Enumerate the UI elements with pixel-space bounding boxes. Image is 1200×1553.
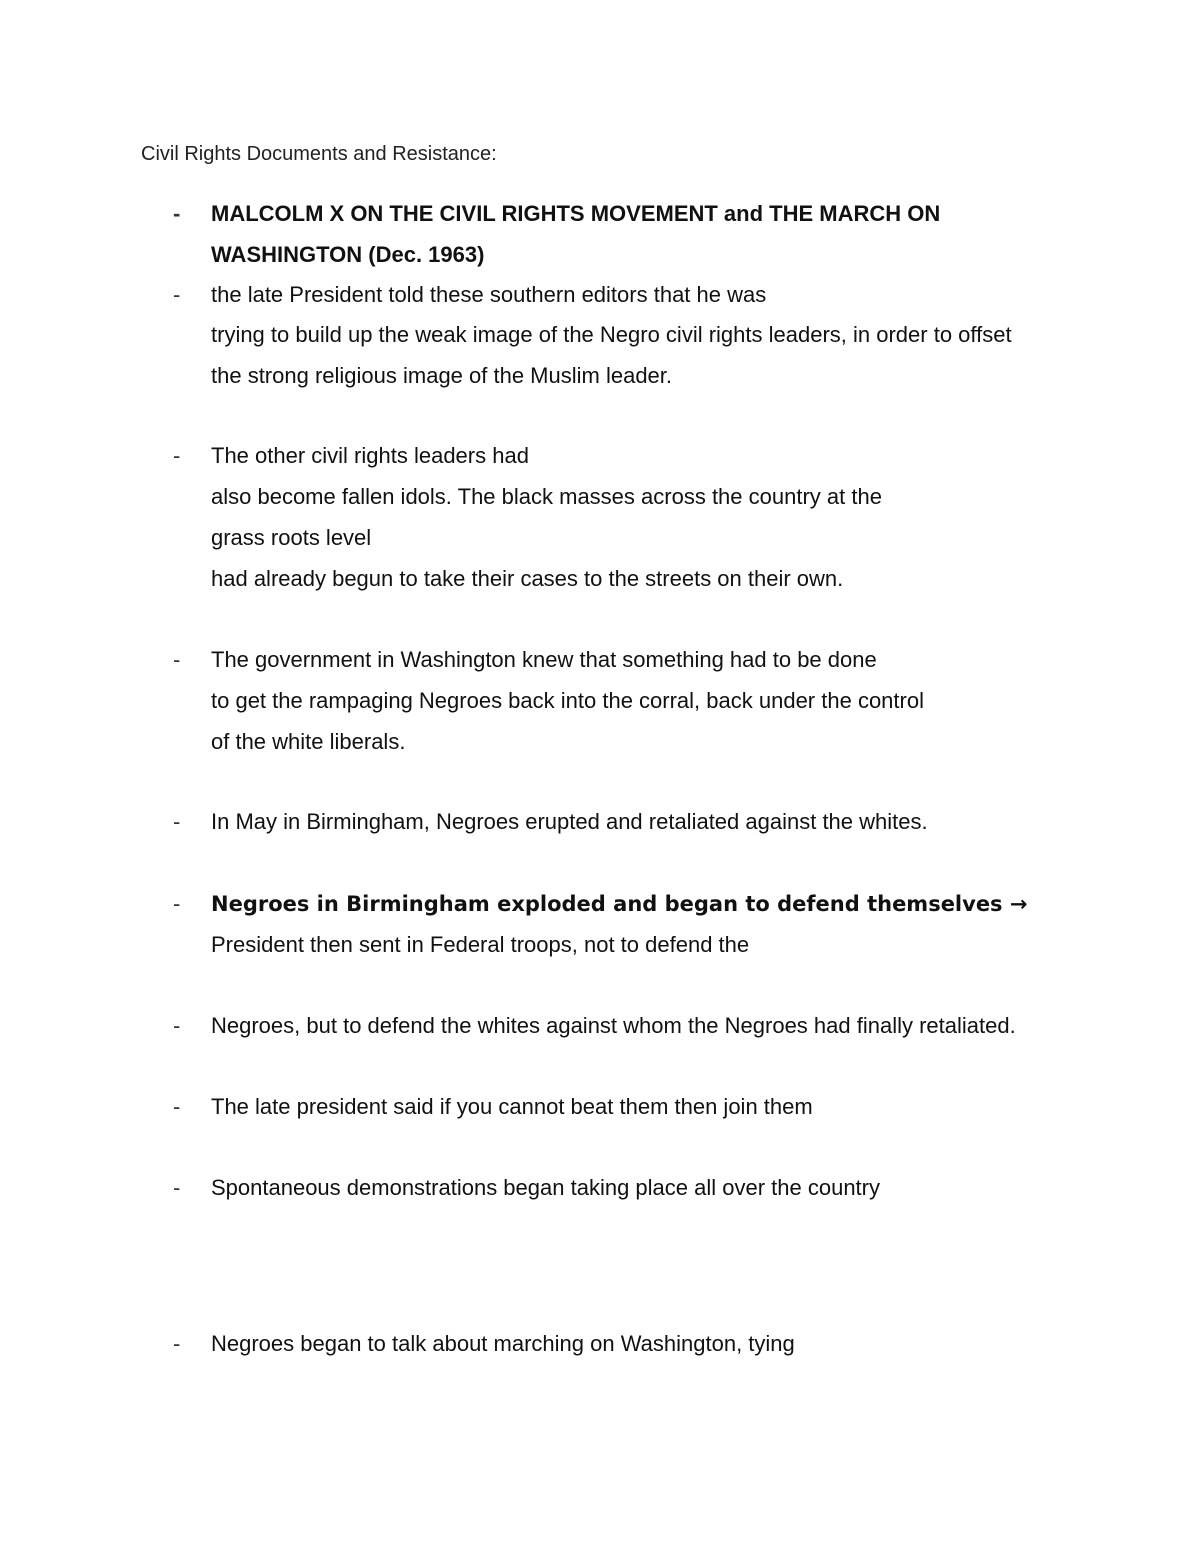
bullet-dash: - (173, 891, 181, 916)
paragraph-line: the late President told these southern editors that he was (211, 282, 767, 307)
emphasis-line: Negroes in Birmingham exploded and began to defend themselves → (211, 892, 1028, 916)
document-title: Civil Rights Documents and Resistance: (141, 143, 497, 165)
paragraph-line: Spontaneous demonstrations began taking place all over the country (211, 1175, 880, 1200)
paragraph-line: to get the rampaging Negroes back into the corral, back under the control (211, 688, 924, 713)
bullet-dash: - (173, 1331, 181, 1356)
bullet-dash: - (173, 443, 181, 468)
bullet-dash: - (173, 809, 181, 834)
paragraph-line: the strong religious image of the Muslim leader. (211, 363, 673, 388)
paragraph-line: also become fallen idols. The black masses across the country at the (211, 484, 882, 509)
paragraph-line: In May in Birmingham, Negroes erupted and retaliated against the whites. (211, 809, 928, 834)
bullet-dash: - (173, 282, 181, 307)
paragraph-line: of the white liberals. (211, 729, 406, 754)
paragraph-line: The other civil rights leaders had (211, 443, 529, 468)
paragraph-line: grass roots level (211, 525, 372, 550)
paragraph-line: The late president said if you cannot beat them then join them (211, 1094, 813, 1119)
paragraph-line: Negroes, but to defend the whites against whom the Negroes had finally retaliated. (211, 1013, 1016, 1038)
bullet-dash: - (173, 1013, 181, 1038)
paragraph-line: trying to build up the weak image of the Negro civil rights leaders, in order to offset (211, 322, 1012, 347)
bullet-dash: - (173, 647, 181, 672)
heading-line-1: MALCOLM X ON THE CIVIL RIGHTS MOVEMENT and THE MARCH ON (211, 201, 941, 226)
heading-line-2: WASHINGTON (Dec. 1963) (211, 242, 485, 267)
bullet-dash: - (173, 201, 181, 226)
bullet-dash: - (173, 1094, 181, 1119)
paragraph-line: The government in Washington knew that something had to be done (211, 647, 877, 672)
paragraph-line: President then sent in Federal troops, not to defend the (211, 932, 750, 957)
paragraph-line: Negroes began to talk about marching on Washington, tying (211, 1331, 795, 1356)
paragraph-line: had already begun to take their cases to the streets on their own. (211, 566, 844, 591)
bullet-dash: - (173, 1175, 181, 1200)
